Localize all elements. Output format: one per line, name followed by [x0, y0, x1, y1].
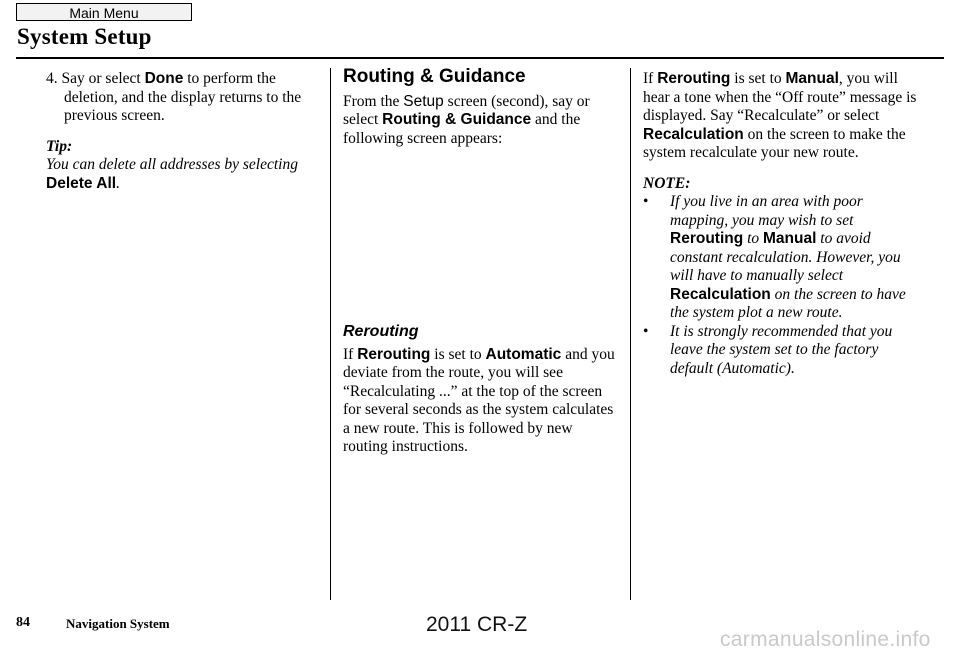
page-title: System Setup [17, 24, 152, 49]
subheading-rerouting: Rerouting [343, 323, 419, 340]
footer-section-title: Navigation System [66, 616, 170, 631]
bullet-icon: • [643, 322, 649, 340]
tip-text-pre: You can delete all addresses by selecting [46, 156, 298, 173]
delete-all-term: Delete All [46, 174, 117, 192]
intro-paragraph [343, 93, 615, 149]
column-divider-1 [330, 68, 331, 600]
p-post: on the screen to make the system recalculate your new route. [643, 125, 906, 161]
manual-term: Manual [763, 230, 817, 247]
recalculation-term: Recalculation [643, 125, 744, 143]
step-4 [46, 70, 308, 126]
main-menu-button[interactable]: Main Menu [16, 3, 192, 21]
routing-guidance-term: Routing & Guidance [382, 111, 532, 128]
tip-text-post: . [116, 174, 120, 192]
tip-text [46, 156, 308, 193]
note1-post: on the screen to have the system plot a new route. [670, 285, 906, 321]
bullet-icon: • [643, 193, 649, 210]
recalculation-term: Recalculation [670, 285, 771, 303]
p-set-to: is set to [430, 345, 486, 363]
page-number: 84 [16, 615, 30, 630]
note-item [643, 323, 918, 379]
note1-to: to [743, 230, 763, 247]
column-1 [46, 70, 308, 205]
model-label: 2011 CR-Z [426, 613, 528, 636]
column-2 [343, 68, 615, 469]
intro-pre: From the [343, 92, 404, 110]
manual-paragraph [643, 70, 918, 163]
intro-mid: screen (second), say or select [343, 92, 590, 128]
automatic-term: Automatic [485, 345, 562, 363]
p-rest: and you deviate from the route, you will see “Recalculating ...” at the top of the screen for several seconds as the system calculates a new route. This is followed by new routing instructions. [343, 345, 615, 455]
section-heading: Routing & Guidance [343, 66, 526, 87]
column-3 [643, 70, 918, 378]
screen-image-placeholder [343, 160, 615, 323]
intro-post: and the following screen appears: [343, 111, 581, 147]
p-mid: , you will hear a tone when the “Off route” message is displayed. Say “Recalculate” or select [643, 70, 917, 124]
p-if: If [643, 70, 658, 87]
note1-mid: to avoid constant recalculation. However, you will have to manually select [670, 230, 901, 284]
rerouting-term: Rerouting [357, 345, 431, 363]
title-rule [16, 57, 944, 59]
step-number: 4. [46, 70, 58, 87]
note-item [643, 193, 918, 323]
p-set-to: is set to [730, 70, 786, 87]
rerouting-term: Rerouting [670, 230, 744, 247]
rerouting-term: Rerouting [657, 70, 731, 87]
note1-pre: If you live in an area with poor mapping, you may wish to set [670, 193, 863, 229]
note-list [643, 193, 918, 378]
tip-label: Tip: [46, 137, 73, 155]
note2-text: It is strongly recommended that you leave the system set to the factory default (Automatic). [670, 322, 893, 377]
rerouting-paragraph [343, 346, 615, 457]
step-text: Say or select [61, 70, 145, 87]
done-term: Done [144, 70, 184, 87]
note-label: NOTE: [643, 174, 691, 192]
p-if: If [343, 345, 358, 363]
watermark: carmanualsonline.info [720, 628, 931, 651]
manual-term: Manual [785, 70, 839, 87]
column-divider-2 [630, 68, 631, 600]
setup-term: Setup [403, 92, 444, 110]
step-text-post: to perform the deletion, and the display returns to the previous screen. [64, 70, 302, 124]
